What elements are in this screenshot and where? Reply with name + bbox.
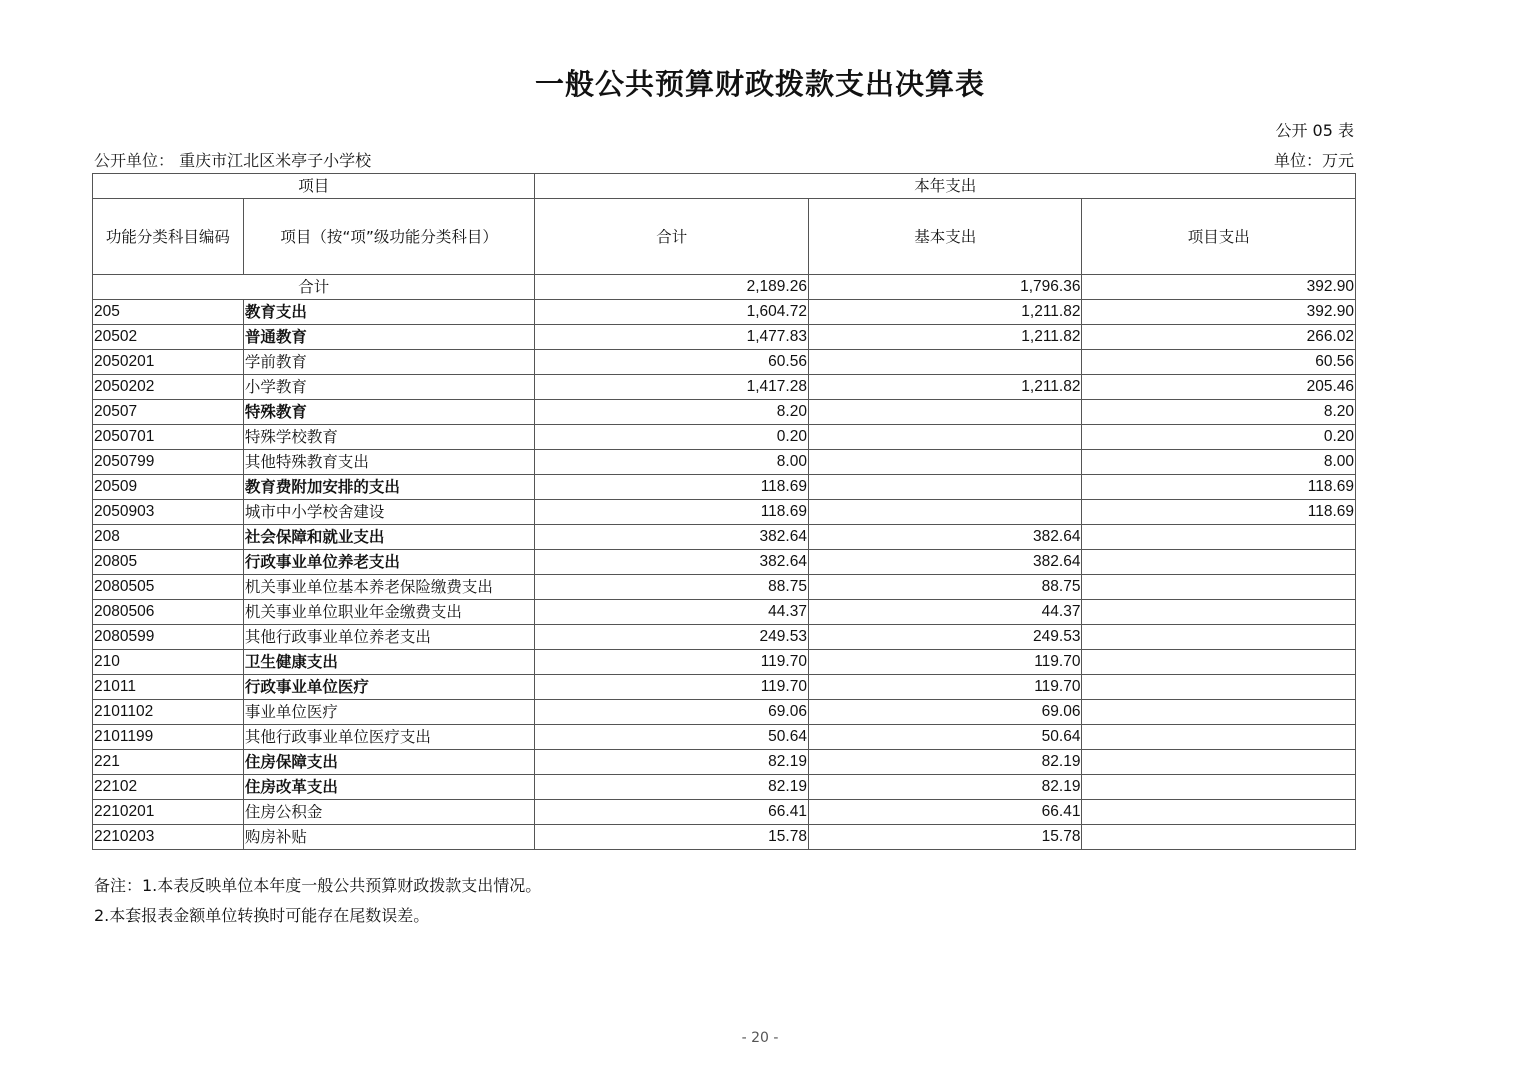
- row-project: [1082, 550, 1356, 575]
- note-2: 2.本套报表金额单位转换时可能存在尾数误差。: [94, 906, 430, 925]
- row-code: 2080505: [93, 575, 244, 600]
- table-row: [93, 775, 1356, 800]
- total-row: [93, 275, 1356, 300]
- table-row: [93, 400, 1356, 425]
- row-total: 118.69: [535, 500, 809, 525]
- row-name: 行政事业单位养老支出: [243, 550, 535, 575]
- row-code: 2101102: [93, 700, 244, 725]
- row-code: 20502: [93, 325, 244, 350]
- row-name: 住房公积金: [243, 800, 535, 825]
- unit-line: [94, 148, 1354, 171]
- row-basic: 50.64: [808, 725, 1082, 750]
- table-row: [93, 600, 1356, 625]
- row-total: 0.20: [535, 425, 809, 450]
- row-project: [1082, 675, 1356, 700]
- row-project: [1082, 800, 1356, 825]
- table-row: [93, 825, 1356, 850]
- row-total: 82.19: [535, 750, 809, 775]
- row-basic: [808, 450, 1082, 475]
- row-name: 教育支出: [243, 300, 535, 325]
- row-name: 住房改革支出: [243, 775, 535, 800]
- total-project: 392.90: [1082, 275, 1356, 300]
- row-basic: 249.53: [808, 625, 1082, 650]
- row-name: 其他特殊教育支出: [243, 450, 535, 475]
- table-row: [93, 350, 1356, 375]
- table-row: [93, 700, 1356, 725]
- row-total: 50.64: [535, 725, 809, 750]
- table-row: [93, 525, 1356, 550]
- unit-label: 单位：万元: [1273, 151, 1354, 170]
- row-code: 2080599: [93, 625, 244, 650]
- row-total: 119.70: [535, 675, 809, 700]
- row-code: 22102: [93, 775, 244, 800]
- row-basic: [808, 500, 1082, 525]
- row-basic: 69.06: [808, 700, 1082, 725]
- row-project: [1082, 700, 1356, 725]
- table-body: [93, 174, 1356, 850]
- row-code: 2050201: [93, 350, 244, 375]
- row-basic: 119.70: [808, 650, 1082, 675]
- row-project: 60.56: [1082, 350, 1356, 375]
- row-project: [1082, 575, 1356, 600]
- page-title: 一般公共预算财政拨款支出决算表: [534, 67, 985, 101]
- row-project: 8.00: [1082, 450, 1356, 475]
- row-code: 2210201: [93, 800, 244, 825]
- table-row: [93, 450, 1356, 475]
- row-basic: 82.19: [808, 750, 1082, 775]
- row-name: 学前教育: [243, 350, 535, 375]
- row-basic: 382.64: [808, 550, 1082, 575]
- row-project: 392.90: [1082, 300, 1356, 325]
- header-basic: 基本支出: [808, 199, 1082, 275]
- row-total: 60.56: [535, 350, 809, 375]
- row-basic: 88.75: [808, 575, 1082, 600]
- row-total: 44.37: [535, 600, 809, 625]
- table-row: [93, 475, 1356, 500]
- table-row: [93, 550, 1356, 575]
- row-basic: [808, 400, 1082, 425]
- table-row: [93, 800, 1356, 825]
- row-project: 266.02: [1082, 325, 1356, 350]
- row-project: [1082, 825, 1356, 850]
- row-name: 小学教育: [243, 375, 535, 400]
- row-name: 机关事业单位职业年金缴费支出: [243, 600, 535, 625]
- row-basic: [808, 425, 1082, 450]
- table-row: [93, 650, 1356, 675]
- row-total: 118.69: [535, 475, 809, 500]
- table-row: [93, 425, 1356, 450]
- org-label: 公开单位：: [94, 151, 175, 170]
- row-total: 69.06: [535, 700, 809, 725]
- row-basic: 1,211.82: [808, 375, 1082, 400]
- row-total: 1,417.28: [535, 375, 809, 400]
- row-name: 购房补贴: [243, 825, 535, 850]
- notes: [94, 871, 541, 931]
- page-number: - 20 -: [741, 1030, 779, 1046]
- org-info: [94, 148, 371, 171]
- row-total: 88.75: [535, 575, 809, 600]
- header-row-2: [93, 199, 1356, 275]
- row-code: 2050701: [93, 425, 244, 450]
- row-total: 382.64: [535, 525, 809, 550]
- row-basic: 66.41: [808, 800, 1082, 825]
- note-1: 备注：1.本表反映单位本年度一般公共预算财政拨款支出情况。: [94, 876, 542, 895]
- row-project: [1082, 775, 1356, 800]
- total-basic: 1,796.36: [808, 275, 1082, 300]
- table-row: [93, 625, 1356, 650]
- header-project: 项目支出: [1082, 199, 1356, 275]
- row-total: 82.19: [535, 775, 809, 800]
- row-total: 8.20: [535, 400, 809, 425]
- row-total: 119.70: [535, 650, 809, 675]
- row-code: 205: [93, 300, 244, 325]
- row-code: 2050903: [93, 500, 244, 525]
- row-code: 21011: [93, 675, 244, 700]
- row-project: [1082, 525, 1356, 550]
- row-basic: [808, 350, 1082, 375]
- table-row: [93, 575, 1356, 600]
- total-label: 合计: [93, 275, 535, 300]
- org-name: 重庆市江北区米亭子小学校: [179, 151, 372, 170]
- table-row: [93, 725, 1356, 750]
- row-project: 118.69: [1082, 475, 1356, 500]
- row-basic: 1,211.82: [808, 300, 1082, 325]
- row-basic: 119.70: [808, 675, 1082, 700]
- table-row: [93, 300, 1356, 325]
- row-project: [1082, 625, 1356, 650]
- row-project: 8.20: [1082, 400, 1356, 425]
- header-year-expense: 本年支出: [535, 174, 1356, 199]
- row-name: 卫生健康支出: [243, 650, 535, 675]
- row-total: 15.78: [535, 825, 809, 850]
- row-name: 其他行政事业单位医疗支出: [243, 725, 535, 750]
- table-row: [93, 750, 1356, 775]
- form-number: 公开 05 表: [1275, 121, 1354, 140]
- total-amount: 2,189.26: [535, 275, 809, 300]
- row-project: 118.69: [1082, 500, 1356, 525]
- row-code: 210: [93, 650, 244, 675]
- row-project: [1082, 750, 1356, 775]
- row-project: [1082, 650, 1356, 675]
- row-basic: 382.64: [808, 525, 1082, 550]
- row-project: [1082, 725, 1356, 750]
- row-name: 行政事业单位医疗: [243, 675, 535, 700]
- table-row: [93, 375, 1356, 400]
- row-name: 社会保障和就业支出: [243, 525, 535, 550]
- row-basic: 1,211.82: [808, 325, 1082, 350]
- row-project: 0.20: [1082, 425, 1356, 450]
- row-code: 20507: [93, 400, 244, 425]
- header-code: 功能分类科目编码: [93, 199, 244, 275]
- row-name: 教育费附加安排的支出: [243, 475, 535, 500]
- row-code: 2080506: [93, 600, 244, 625]
- row-name: 特殊学校教育: [243, 425, 535, 450]
- header-item: 项目: [93, 174, 535, 199]
- row-name: 住房保障支出: [243, 750, 535, 775]
- row-name: 特殊教育: [243, 400, 535, 425]
- row-code: 2050202: [93, 375, 244, 400]
- row-name: 事业单位医疗: [243, 700, 535, 725]
- row-name: 普通教育: [243, 325, 535, 350]
- row-total: 8.00: [535, 450, 809, 475]
- row-basic: 82.19: [808, 775, 1082, 800]
- row-project: 205.46: [1082, 375, 1356, 400]
- row-name: 其他行政事业单位养老支出: [243, 625, 535, 650]
- row-name: 机关事业单位基本养老保险缴费支出: [243, 575, 535, 600]
- row-project: [1082, 600, 1356, 625]
- row-basic: 44.37: [808, 600, 1082, 625]
- header-total: 合计: [535, 199, 809, 275]
- row-code: 2101199: [93, 725, 244, 750]
- header-row-1: [93, 174, 1356, 199]
- row-code: 2050799: [93, 450, 244, 475]
- row-total: 249.53: [535, 625, 809, 650]
- header-name: 项目（按“项”级功能分类科目）: [243, 199, 535, 275]
- row-code: 20805: [93, 550, 244, 575]
- row-basic: [808, 475, 1082, 500]
- row-code: 221: [93, 750, 244, 775]
- row-total: 1,477.83: [535, 325, 809, 350]
- row-code: 20509: [93, 475, 244, 500]
- table-row: [93, 675, 1356, 700]
- row-total: 66.41: [535, 800, 809, 825]
- row-name: 城市中小学校舍建设: [243, 500, 535, 525]
- table-row: [93, 325, 1356, 350]
- row-code: 2210203: [93, 825, 244, 850]
- row-code: 208: [93, 525, 244, 550]
- expense-table: [92, 173, 1356, 850]
- row-total: 1,604.72: [535, 300, 809, 325]
- table-row: [93, 500, 1356, 525]
- row-basic: 15.78: [808, 825, 1082, 850]
- row-total: 382.64: [535, 550, 809, 575]
